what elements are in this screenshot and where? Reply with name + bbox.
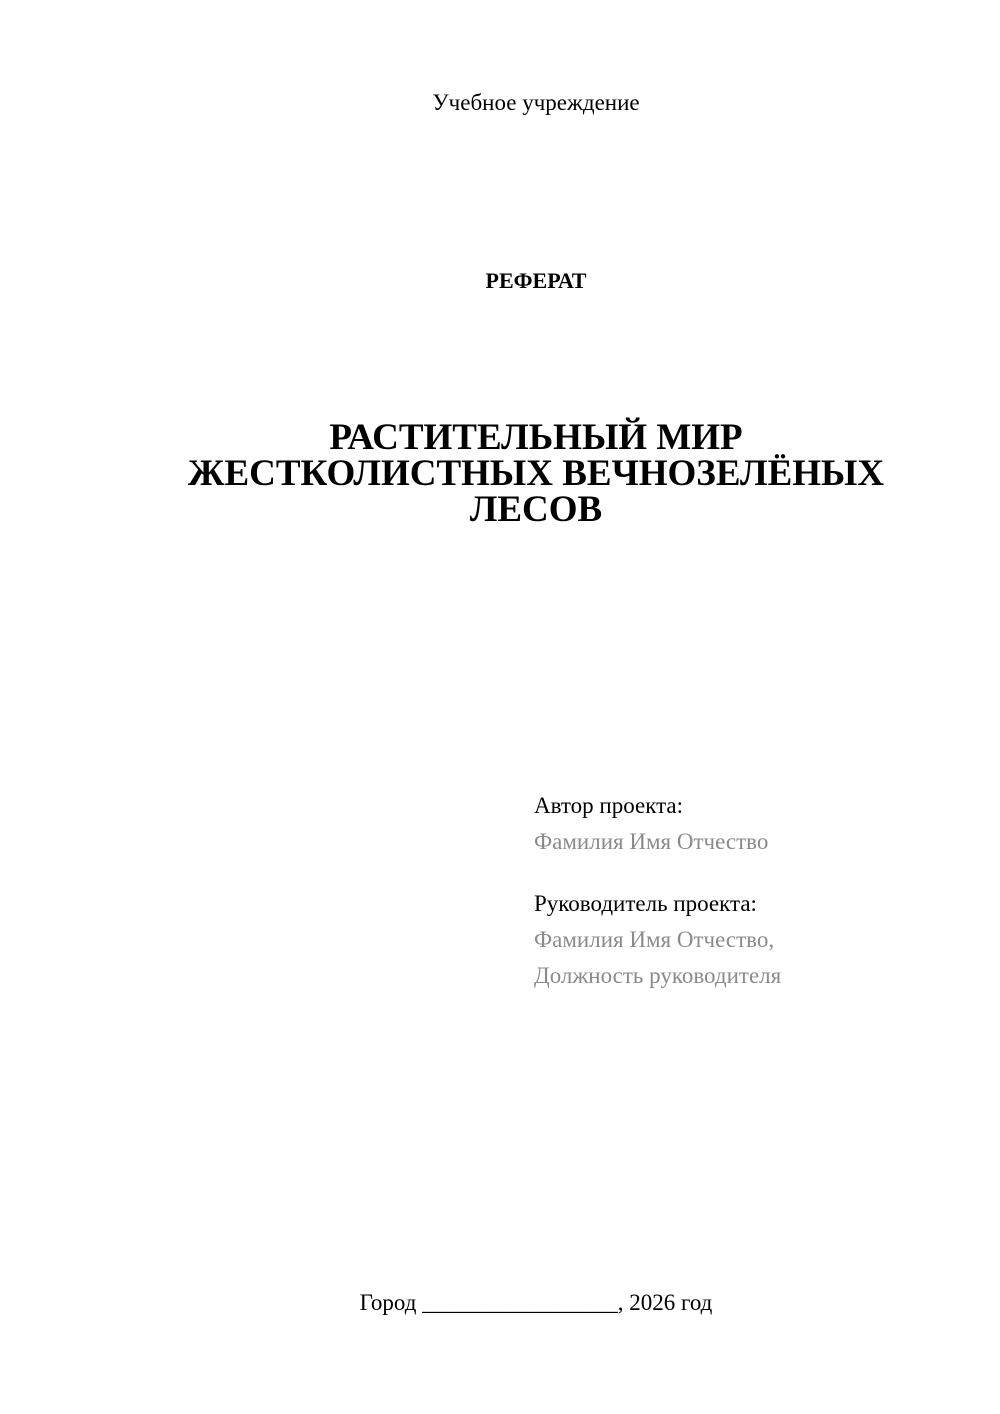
supervisor-name: Фамилия Имя Отчество, [534,927,775,952]
title-line-1: РАСТИТЕЛЬНЫЙ МИР [329,417,743,458]
document-title [0,417,1000,530]
institution-name: Учебное учреждение [432,90,640,115]
document-type: РЕФЕРАТ [485,268,587,293]
supervisor-position: Должность руководителя [534,963,782,988]
author-name: Фамилия Имя Отчество [534,829,769,854]
title-line-3: ЛЕСОВ [469,489,603,530]
title-line-2: ЖЕСТКОЛИСТНЫХ ВЕЧНОЗЕЛЁНЫХ [187,453,885,494]
supervisor-label: Руководитель проекта: [534,891,757,916]
project-info-block [534,788,781,994]
city-year-line: Город _________________, 2026 год [359,1290,713,1315]
author-label: Автор проекта: [534,793,683,818]
